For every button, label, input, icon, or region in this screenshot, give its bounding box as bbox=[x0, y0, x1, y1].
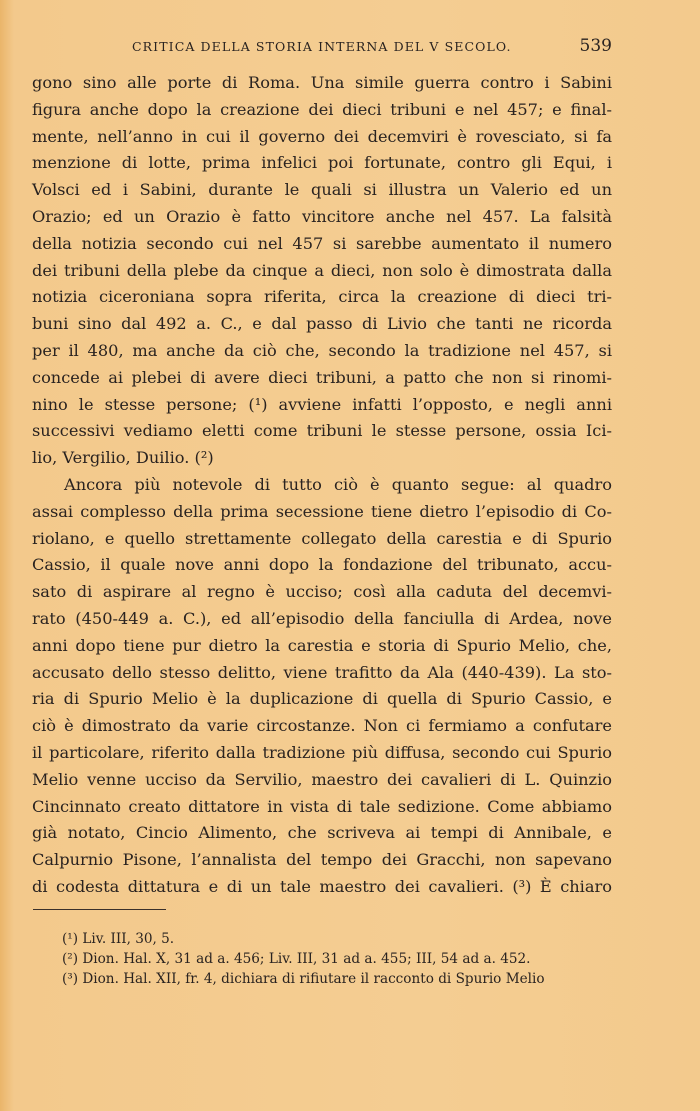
text-line: Volsci ed i Sabini, durante le quali si illustra un Valerio ed un bbox=[32, 180, 612, 200]
text-line: nino le stesse persone; (¹) avviene infatti l’opposto, e negli anni bbox=[32, 394, 612, 414]
running-title: CRITICA DELLA STORIA INTERNA DEL V SECOLO. bbox=[132, 39, 512, 54]
text-line: anni dopo tiene pur dietro la carestia e storia di Spurio Melio, che, bbox=[32, 635, 612, 655]
text-line: figura anche dopo la creazione dei dieci tribuni e nel 457; e final- bbox=[32, 99, 612, 119]
text-line: concede ai plebei di avere dieci tribuni, a patto che non si rinomi- bbox=[32, 367, 612, 387]
text-line: gono sino alle porte di Roma. Una simile guerra contro i Sabini bbox=[32, 73, 612, 92]
text-line: rato (450-449 a. C.), ed all’episodio della fanciulla di Ardea, nove bbox=[32, 608, 612, 628]
footnotes bbox=[62, 929, 612, 989]
footnote: (¹) Liv. III, 30, 5. bbox=[62, 931, 175, 947]
text-line: mente, nell’anno in cui il governo dei decemviri è rovesciato, si fa bbox=[32, 126, 612, 146]
text-line: Melio venne ucciso da Servilio, maestro dei cavalieri di L. Quinzio bbox=[32, 769, 612, 789]
text-line: di codesta dittatura e di un tale maestro dei cavalieri. (³) È chiaro bbox=[32, 876, 612, 896]
text-line: sato di aspirare al regno è ucciso; così alla caduta del decemvi- bbox=[32, 582, 612, 602]
text-line: dei tribuni della plebe da cinque a dieci, non solo è dimostrata dalla bbox=[32, 260, 612, 280]
text-line: Cassio, il quale nove anni dopo la fondazione del tribunato, accu- bbox=[32, 555, 612, 575]
text-line: per il 480, ma anche da ciò che, secondo la tradizione nel 457, si bbox=[32, 340, 612, 360]
running-head bbox=[32, 36, 612, 58]
text-line: riolano, e quello strettamente collegato della carestia e di Spurio bbox=[32, 528, 612, 548]
body-text bbox=[32, 70, 612, 901]
text-line: ria di Spurio Melio è la duplicazione di quella di Spurio Cassio, e bbox=[32, 689, 612, 709]
footnote: (²) Dion. Hal. X, 31 ad a. 456; Liv. III, 31 ad a. 455; III, 54 ad a. 452. bbox=[62, 951, 531, 967]
page-number: 539 bbox=[579, 36, 612, 56]
text-line: accusato dello stesso delitto, viene trafitto da Ala (440-439). La sto- bbox=[32, 662, 612, 682]
text-line: Ancora più notevole di tutto ciò è quanto segue: al quadro bbox=[64, 474, 612, 494]
text-line: notizia ciceroniana sopra riferita, circa la creazione di dieci tri- bbox=[32, 287, 612, 307]
text-line: Cincinnato creato dittatore in vista di tale sedizione. Come abbiamo bbox=[32, 796, 612, 816]
text-line: Orazio; ed un Orazio è fatto vincitore anche nel 457. La falsità bbox=[32, 206, 612, 226]
text-line: Calpurnio Pisone, l’annalista del tempo dei Gracchi, non sapevano bbox=[32, 850, 612, 870]
footnote: (³) Dion. Hal. XII, fr. 4, dichiara di rifiutare il racconto di Spurio Melio bbox=[62, 971, 545, 987]
text-line: buni sino dal 492 a. C., e dal passo di Livio che tanti ne ricorda bbox=[32, 314, 612, 334]
text-line: assai complesso della prima secessione tiene dietro l’episodio di Co- bbox=[32, 501, 612, 521]
text-line: lio, Vergilio, Duilio. (²) bbox=[32, 448, 214, 468]
text-line: ciò è dimostrato da varie circostanze. Non ci fermiamo a confutare bbox=[32, 716, 612, 736]
text-line: menzione di lotte, prima infelici poi fortunate, contro gli Equi, i bbox=[32, 153, 612, 173]
text-line: il particolare, riferito dalla tradizione più diffusa, secondo cui Spurio bbox=[32, 742, 612, 762]
text-line: della notizia secondo cui nel 457 si sarebbe aumentato il numero bbox=[32, 233, 612, 253]
text-line: già notato, Cincio Alimento, che scriveva ai tempi di Annibale, e bbox=[32, 823, 612, 843]
text-line: successivi vediamo eletti come tribuni le stesse persone, ossia Ici- bbox=[32, 421, 612, 441]
footnote-rule bbox=[33, 909, 166, 910]
